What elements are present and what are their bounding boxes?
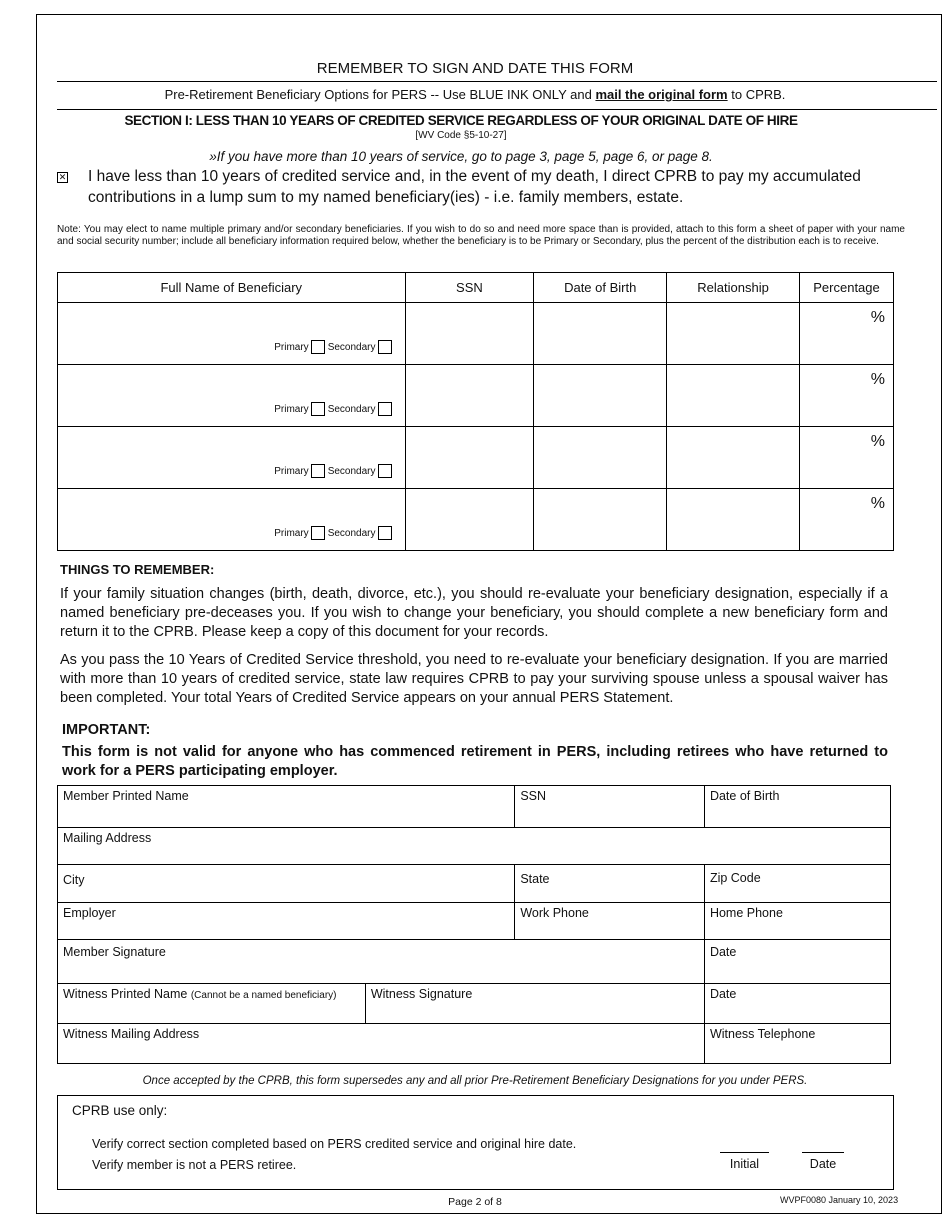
lump-sum-statement: I have less than 10 years of credited service and, in the event of my death, I direct CPRB to pay my accumulated contributions in a lump sum to my named beneficiary(ies) - i.e. family members, estate. [88, 168, 861, 206]
percent-sign: % [870, 371, 885, 388]
primary-secondary [274, 402, 394, 416]
secondary-checkbox[interactable] [378, 464, 392, 478]
secondary-label: Secondary [327, 341, 376, 353]
header-ssn: SSN [405, 273, 534, 303]
work-phone-field[interactable] [515, 903, 705, 940]
field-label: Member Signature [63, 945, 166, 959]
form-id: WVPF0080 January 10, 2023 [780, 1195, 899, 1205]
member-name-field[interactable] [58, 786, 515, 828]
important-heading: IMPORTANT: [62, 722, 151, 738]
remember-heading: THINGS TO REMEMBER: [60, 562, 215, 577]
relationship-field[interactable] [667, 365, 800, 427]
important-text: This form is not valid for anyone who has commenced retirement in PERS, including retirees who have returned to work for a PERS participating employer. [62, 744, 888, 779]
witness-signature-field[interactable] [365, 984, 704, 1024]
dob-field[interactable] [534, 303, 667, 365]
table-row [58, 365, 894, 427]
instructions: Pre-Retirement Beneficiary Options for PERS -- Use BLUE INK ONLY and mail the original form to CPRB. [164, 87, 786, 102]
secondary-label: Secondary [327, 465, 376, 477]
primary-label: Primary [274, 527, 309, 539]
percent-sign: % [870, 433, 885, 450]
ssn-field[interactable] [405, 427, 534, 489]
relationship-field[interactable] [667, 427, 800, 489]
date-label: Date [809, 1157, 837, 1171]
field-label: Zip Code [709, 871, 761, 885]
primary-secondary [274, 340, 394, 354]
initial-label: Initial [729, 1157, 760, 1171]
member-dob-field[interactable] [704, 786, 890, 828]
field-note: (Cannot be a named beneficiary) [190, 990, 337, 1001]
member-info-table [57, 785, 891, 1064]
city-field[interactable] [58, 865, 515, 903]
initial-line[interactable] [720, 1152, 769, 1171]
percentage-field[interactable] [800, 427, 894, 489]
header-relationship: Relationship [667, 273, 800, 303]
ssn-field[interactable] [405, 365, 534, 427]
ssn-field[interactable] [405, 489, 534, 551]
secondary-label: Secondary [327, 527, 376, 539]
cprb-checks [92, 1134, 576, 1176]
table-row [58, 303, 894, 365]
employer-field[interactable] [58, 903, 515, 940]
table-row [58, 489, 894, 551]
beneficiary-name-field[interactable] [58, 303, 406, 365]
field-label: Witness Telephone [709, 1027, 816, 1041]
relationship-field[interactable] [667, 489, 800, 551]
secondary-checkbox[interactable] [378, 402, 392, 416]
field-label: Home Phone [709, 906, 783, 920]
state-field[interactable] [515, 865, 705, 903]
dob-field[interactable] [534, 427, 667, 489]
beneficiary-name-field[interactable] [58, 427, 406, 489]
table-header [58, 273, 894, 303]
percentage-field[interactable] [800, 365, 894, 427]
page-title: REMEMBER TO SIGN AND DATE THIS FORM [316, 60, 634, 77]
cprb-check-1: Verify correct section completed based on PERS credited service and original hire date. [92, 1137, 577, 1151]
field-label: Work Phone [520, 906, 589, 920]
zip-field[interactable] [704, 865, 890, 903]
section-heading: SECTION I: LESS THAN 10 YEARS OF CREDITED SERVICE REGARDLESS OF YOUR ORIGINAL DATE OF HIRE [124, 113, 798, 128]
member-ssn-field[interactable] [515, 786, 705, 828]
percentage-field[interactable] [800, 303, 894, 365]
remember-paragraph-2: As you pass the 10 Years of Credited Service threshold, you need to re-evaluate your beneficiary designation. If you are married with more than 10 years of credited service, state law requires CPRB to pay your surviving spouse unless a spousal waiver has been completed. Your total Years of Credited Service appears on your annual PERS Statement. [60, 652, 888, 706]
field-label: Date [709, 945, 737, 959]
divider [57, 81, 937, 82]
header-dob: Date of Birth [534, 273, 667, 303]
witness-address-field[interactable] [58, 1024, 705, 1064]
divider [57, 109, 937, 110]
cprb-use-box [57, 1095, 894, 1190]
percent-sign: % [870, 495, 885, 512]
field-label: Member Printed Name [63, 789, 189, 803]
primary-secondary [274, 464, 394, 478]
table-row [58, 427, 894, 489]
primary-label: Primary [274, 341, 309, 353]
field-label: State [520, 872, 550, 886]
relationship-field[interactable] [667, 303, 800, 365]
field-label: Date [709, 987, 737, 1001]
beneficiary-table [57, 272, 894, 551]
field-label: Date of Birth [709, 789, 780, 803]
secondary-checkbox[interactable] [378, 340, 392, 354]
mailing-address-field[interactable] [58, 828, 891, 865]
dob-field[interactable] [534, 489, 667, 551]
primary-label: Primary [274, 403, 309, 415]
secondary-label: Secondary [327, 403, 376, 415]
date-line[interactable] [802, 1152, 844, 1171]
field-label: Witness Mailing Address [63, 1027, 200, 1041]
goto-instruction: »If you have more than 10 years of service, go to page 3, page 5, page 6, or page 8. [209, 149, 713, 164]
remember-paragraph-1: If your family situation changes (birth, death, divorce, etc.), you should re-evaluate your beneficiary designation, especially if a named beneficiary pre-deceases you. If you wish to change your beneficiary, you should complete a new beneficiary form and return it to the CPRB. Please keep a copy of this document for your records. [60, 586, 888, 640]
page-number: Page 2 of 8 [448, 1196, 502, 1208]
dob-field[interactable] [534, 365, 667, 427]
primary-checkbox[interactable] [311, 526, 325, 540]
wv-code: [WV Code §5-10-27] [415, 130, 507, 141]
field-label: Mailing Address [63, 831, 152, 845]
note: Note: You may elect to name multiple primary and/or secondary beneficiaries. If you wish to do so and need more space than is provided, attach to this form a sheet of paper with your name and social security number; include all beneficiary information required below, whether the beneficiary is to be Primary or Secondary, plus the percent of the distribution each is to receive. [57, 224, 905, 247]
cprb-check-2: Verify member is not a PERS retiree. [92, 1158, 297, 1172]
home-phone-field[interactable] [704, 903, 890, 940]
member-date-field[interactable] [704, 940, 890, 984]
primary-secondary [274, 526, 394, 540]
percent-sign: % [870, 309, 885, 326]
primary-checkbox[interactable] [311, 402, 325, 416]
field-label: Witness Printed Name [63, 987, 188, 1001]
percentage-field[interactable] [800, 489, 894, 551]
lump-sum-checkbox[interactable]: ✕ [58, 172, 67, 182]
header-percentage: Percentage [800, 273, 894, 303]
supersedes-note: Once accepted by the CPRB, this form supersedes any and all prior Pre-Retirement Beneficiary Designations for you under PERS. [142, 1075, 808, 1087]
ssn-field[interactable] [405, 303, 534, 365]
field-label: Witness Signature [370, 987, 473, 1001]
witness-date-field[interactable] [704, 984, 890, 1024]
field-label: SSN [520, 789, 547, 803]
beneficiary-name-field[interactable] [58, 365, 406, 427]
beneficiary-name-field[interactable] [58, 489, 406, 551]
field-label: Employer [63, 906, 116, 920]
secondary-checkbox[interactable] [378, 526, 392, 540]
field-label: City [63, 873, 85, 887]
primary-checkbox[interactable] [311, 464, 325, 478]
primary-checkbox[interactable] [311, 340, 325, 354]
member-signature-field[interactable] [58, 940, 705, 984]
witness-phone-field[interactable] [704, 1024, 890, 1064]
primary-label: Primary [274, 465, 309, 477]
witness-name-field[interactable] [58, 984, 366, 1024]
cprb-title: CPRB use only: [72, 1103, 168, 1118]
header-full-name: Full Name of Beneficiary [58, 273, 406, 303]
